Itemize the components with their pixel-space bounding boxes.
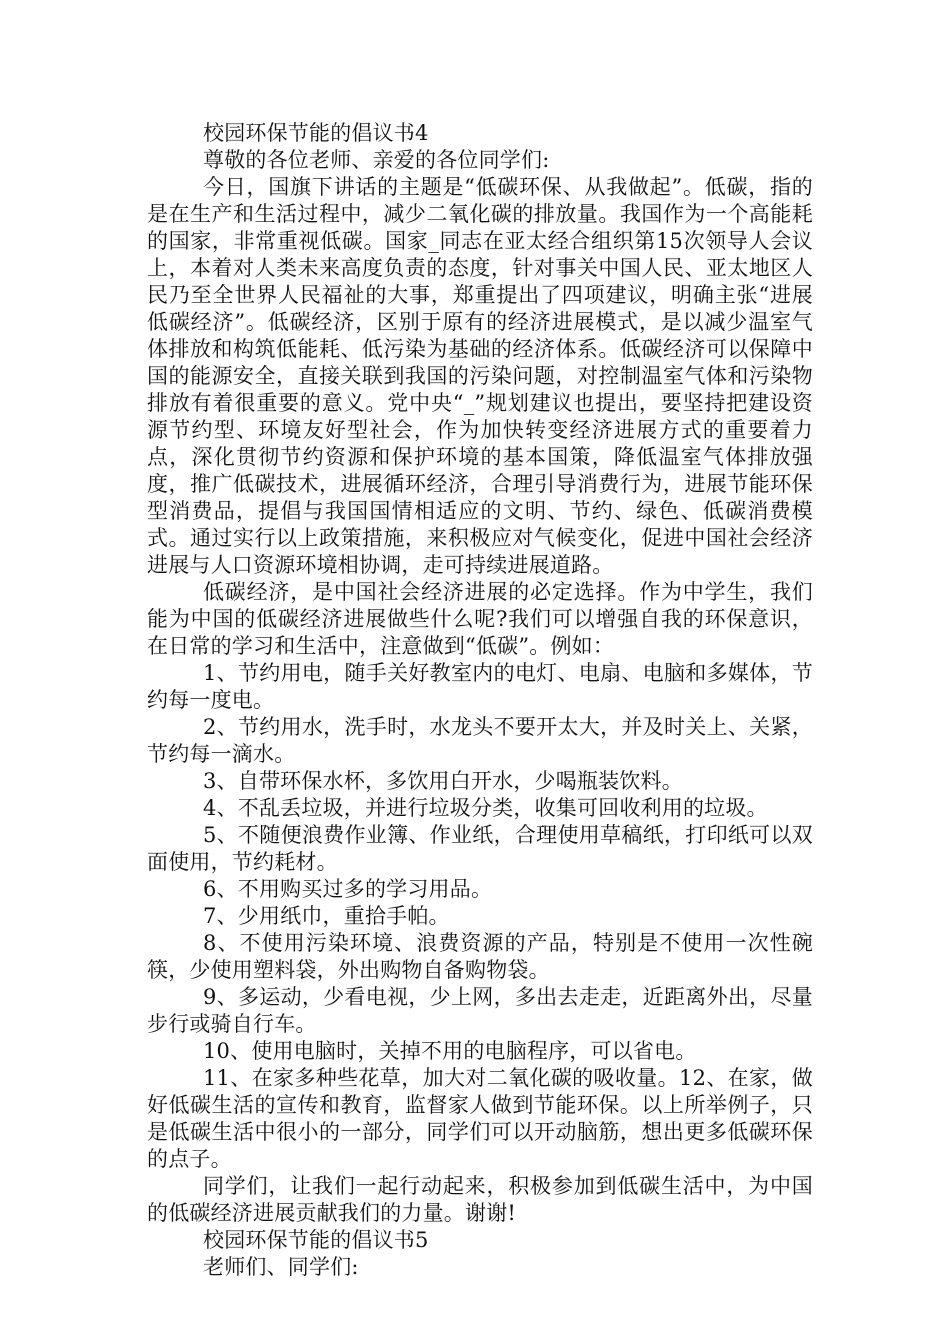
list-item: 2、节约用水，洗手时，水龙头不要开太大，并及时关上、关紧，节约每一滴水。 bbox=[147, 715, 813, 766]
salutation-5: 老师们、同学们: bbox=[203, 1255, 359, 1279]
document-page bbox=[147, 120, 813, 1281]
list-item: 9、多运动，少看电视，少上网，多出去走走，近距离外出，尽量步行或骑自行车。 bbox=[147, 985, 813, 1036]
closing-paragraph: 同学们，让我们一起行动起来，积极参加到低碳生活中，为中国的低碳经济进展贡献我们的力量。谢谢! bbox=[147, 1174, 813, 1225]
body-paragraph: 低碳经济，是中国社会经济进展的必定选择。作为中学生，我们能为中国的低碳经济进展做些什么呢?我们可以增强自我的环保意识，在日常的学习和生活中，注意做到“低碳”。例如： bbox=[147, 580, 813, 658]
list-item: 3、自带环保水杯，多饮用白开水，少喝瓶装饮料。 bbox=[203, 769, 683, 793]
document-title-5: 校园环保节能的倡议书5 bbox=[203, 1228, 429, 1252]
list-item: 6、不用购买过多的学习用品。 bbox=[203, 877, 493, 901]
body-paragraph: 今日，国旗下讲话的主题是“低碳环保、从我做起”。低碳，指的是在生产和生活过程中，减少二氧化碳的排放量。我国作为一个高能耗的国家，非常重视低碳。国家_同志在亚太经合组织第15次领导人会议上，本着对人类未来高度负责的态度，针对事关中国人民、亚太地区人民乃至全世界人民福祉的大事，郑重提出了四项建议，明确主张“进展低碳经济”。低碳经济，区别于原有的经济进展模式，是以减少温室气体排放和构筑低能耗、低污染为基础的经济体系。低碳经济可以保障中国的能源安全，直接关联到我国的污染问题，对控制温室气体和污染物排放有着很重要的意义。党中央“_”规划建议也提出，要坚持把建设资源节约型、环境友好型社会，作为加快转变经济进展方式的重要着力点，深化贯彻节约资源和保护环境的基本国策，降低温室气体排放强度，推广低碳技术，进展循环经济，合理引导消费行为，进展节能环保型消费品，提倡与我国国情相适应的文明、节约、绿色、低碳消费模式。通过实行以上政策措施，来积极应对气候变化，促进中国社会经济进展与人口资源环境相协调，走可持续进展道路。 bbox=[147, 175, 813, 577]
list-item: 7、少用纸巾，重拾手帕。 bbox=[203, 904, 450, 928]
list-item: 4、不乱丢垃圾，并进行垃圾分类，收集可回收利用的垃圾。 bbox=[203, 796, 768, 820]
list-item: 5、不随便浪费作业簿、作业纸，合理使用草稿纸，打印纸可以双面使用，节约耗材。 bbox=[147, 823, 813, 874]
list-item: 1、节约用电，随手关好教室内的电灯、电扇、电脑和多媒体，节约每一度电。 bbox=[147, 661, 813, 712]
document-title-4: 校园环保节能的倡议书4 bbox=[203, 121, 429, 145]
list-item: 11、在家多种些花草，加大对二氧化碳的吸收量。12、在家，做好低碳生活的宣传和教育，监督家人做到节能环保。以上所举例子，只是低碳生活中很小的一部分，同学们可以开动脑筋，想出更多低碳环保的点子。 bbox=[147, 1066, 813, 1171]
salutation-4: 尊敬的各位老师、亲爱的各位同学们: bbox=[203, 148, 550, 172]
list-item: 8、不使用污染环境、浪费资源的产品，特别是不使用一次性碗筷，少使用塑料袋，外出购物自备购物袋。 bbox=[147, 931, 813, 982]
list-item: 10、使用电脑时，关掉不用的电脑程序，可以省电。 bbox=[203, 1039, 697, 1063]
